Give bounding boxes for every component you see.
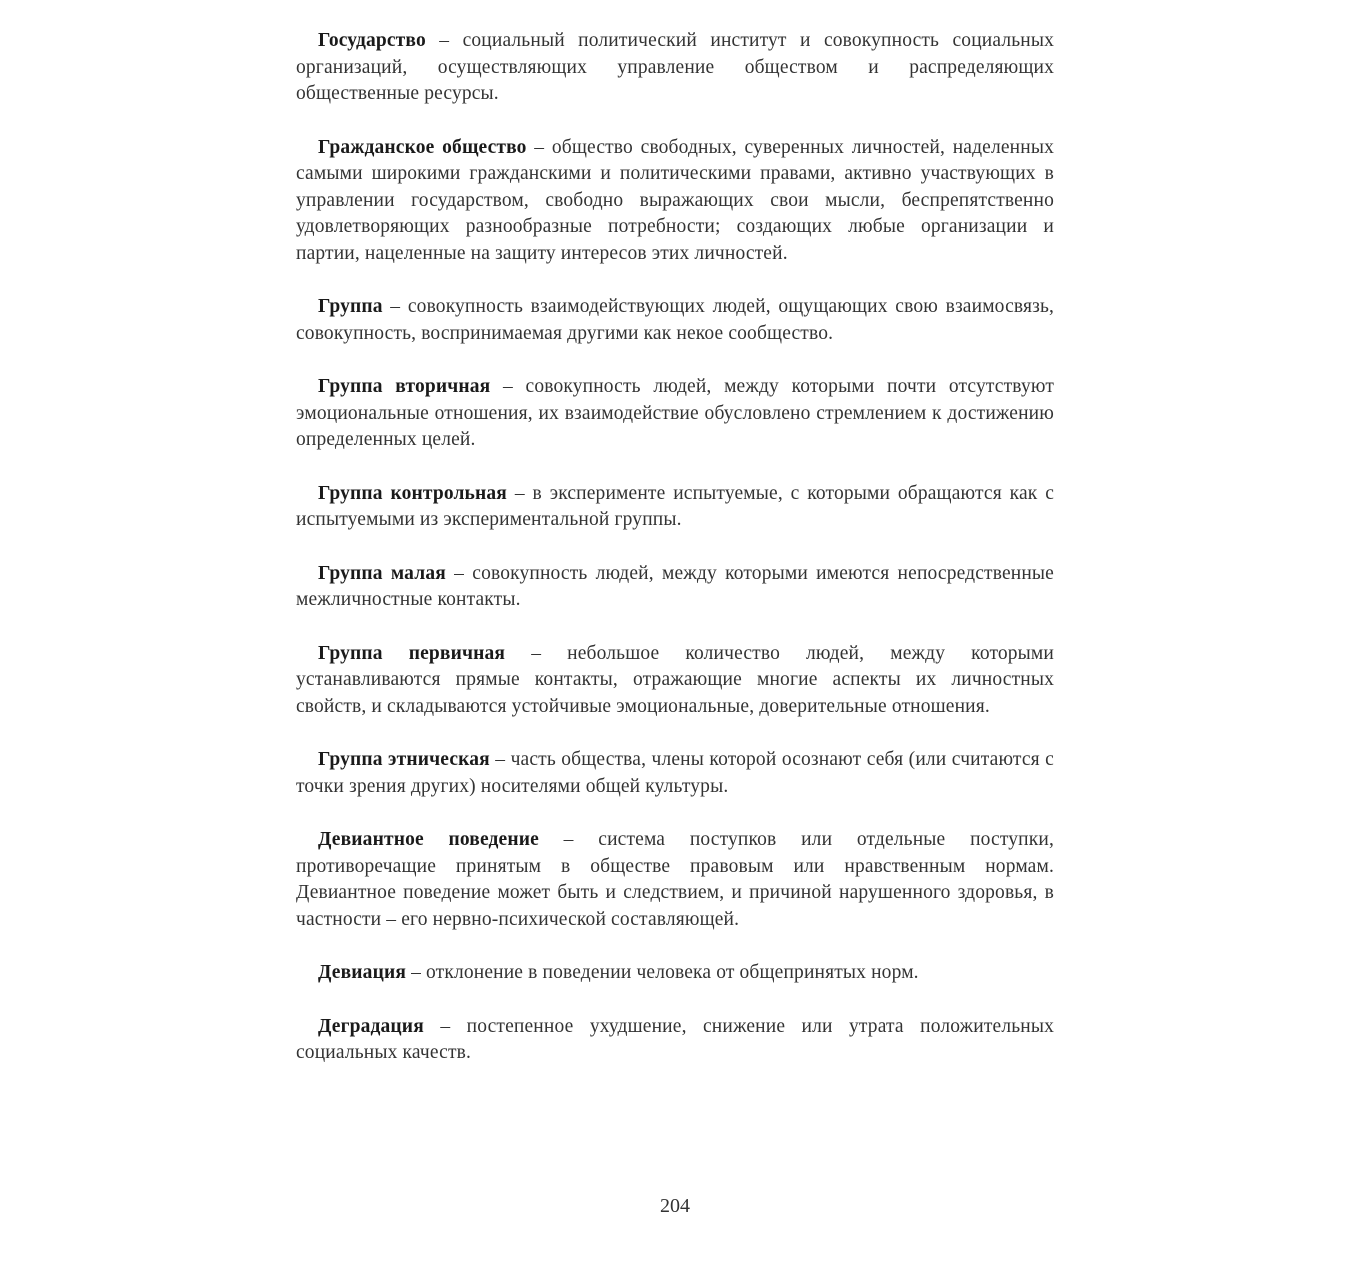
glossary-term: Девиация <box>318 962 407 983</box>
glossary-definition: общество свободных, суверенных личностей, наделенных самыми широкими гражданскими и политическими правами, активно участвующих в управлении государством, свободно выражающих свои мысли, беспрепятственно удовлетворяющих разнообразные потребности; создающих любые организации и партии, нацеленные на защиту интересов этих личностей. <box>296 136 1054 264</box>
glossary-definition: постепенное ухудшение, снижение или утрата положительных социальных качеств. <box>296 1015 1055 1063</box>
glossary-entry-gruppa-kontrolnaya <box>296 481 1054 534</box>
glossary-entry-gruppa-etnicheskaya <box>296 747 1054 800</box>
glossary-definition: система поступков или отдельные поступки, противоречащие принятым в обществе правовым или нравственным нормам. Девиантное поведение может быть и следствием, и причиной нарушенного здоровья, в частности – его нервно-психической составляющей. <box>296 829 1054 930</box>
term-separator: – <box>563 829 574 850</box>
glossary-term: Группа этническая <box>318 749 490 770</box>
term-separator: – <box>390 296 401 317</box>
glossary-term: Деградация <box>318 1015 424 1037</box>
glossary-definition: отклонение в поведении человека от общепринятых норм. <box>426 962 919 983</box>
page-number: 204 <box>660 1195 690 1217</box>
glossary-definition: социальный политический институт и совокупность социальных организаций, осуществляющих управление обществом и распределяющих общественные ресурсы. <box>296 30 1055 104</box>
glossary-entry-gosudarstvo <box>296 28 1054 108</box>
term-separator: – <box>454 562 465 584</box>
glossary-term: Группа вторичная <box>318 376 491 397</box>
glossary-page <box>296 28 1054 1094</box>
glossary-entry-gruppa-malaya <box>296 561 1054 614</box>
term-separator: – <box>495 749 506 770</box>
glossary-term: Группа контрольная <box>318 482 507 504</box>
glossary-term: Группа первичная <box>318 642 506 664</box>
glossary-entry-degradatsiya <box>296 1014 1054 1067</box>
glossary-definition: совокупность людей, между которыми почти отсутствуют эмоциональные отношения, их взаимодействие обусловлено стремлением к достижению определенных целей. <box>296 376 1054 450</box>
glossary-term: Государство <box>318 30 426 51</box>
term-separator: – <box>503 376 513 397</box>
glossary-entry-deviantnoe-povedenie <box>296 827 1054 933</box>
term-separator: – <box>531 642 542 664</box>
term-separator: – <box>411 962 421 983</box>
term-separator: – <box>514 482 525 504</box>
glossary-definition: в эксперименте испытуемые, с которыми обращаются как с испытуемыми из экспериментальной группы. <box>296 482 1054 530</box>
glossary-term: Девиантное поведение <box>318 829 539 850</box>
glossary-term: Группа <box>318 296 383 317</box>
glossary-term: Гражданское общество <box>318 136 527 158</box>
glossary-definition: часть общества, члены которой осознают себя (или считаются с точки зрения других) носителями общей культуры. <box>296 749 1054 797</box>
glossary-entry-grazhdanskoe-obshchestvo <box>296 135 1054 268</box>
glossary-definition: совокупность людей, между которыми имеются непосредственные межличностные контакты. <box>296 562 1054 610</box>
glossary-term: Группа малая <box>318 562 446 584</box>
term-separator: – <box>534 136 545 158</box>
glossary-entry-deviatsiya <box>296 960 1054 987</box>
glossary-definition: небольшое количество людей, между которыми устанавливаются прямые контакты, отражающие многие аспекты их личностных свойств, и складываются устойчивые эмоциональные, доверительные отношения. <box>296 642 1054 717</box>
glossary-entry-gruppa <box>296 294 1054 347</box>
term-separator: – <box>440 1015 451 1037</box>
term-separator: – <box>439 30 450 51</box>
glossary-entry-gruppa-pervichnaya <box>296 641 1054 721</box>
glossary-entry-gruppa-vtorichnaya <box>296 374 1054 454</box>
glossary-definition: совокупность взаимодействующих людей, ощущающих свою взаимосвязь, совокупность, воспринимаемая другими как некое сообщество. <box>296 296 1055 344</box>
